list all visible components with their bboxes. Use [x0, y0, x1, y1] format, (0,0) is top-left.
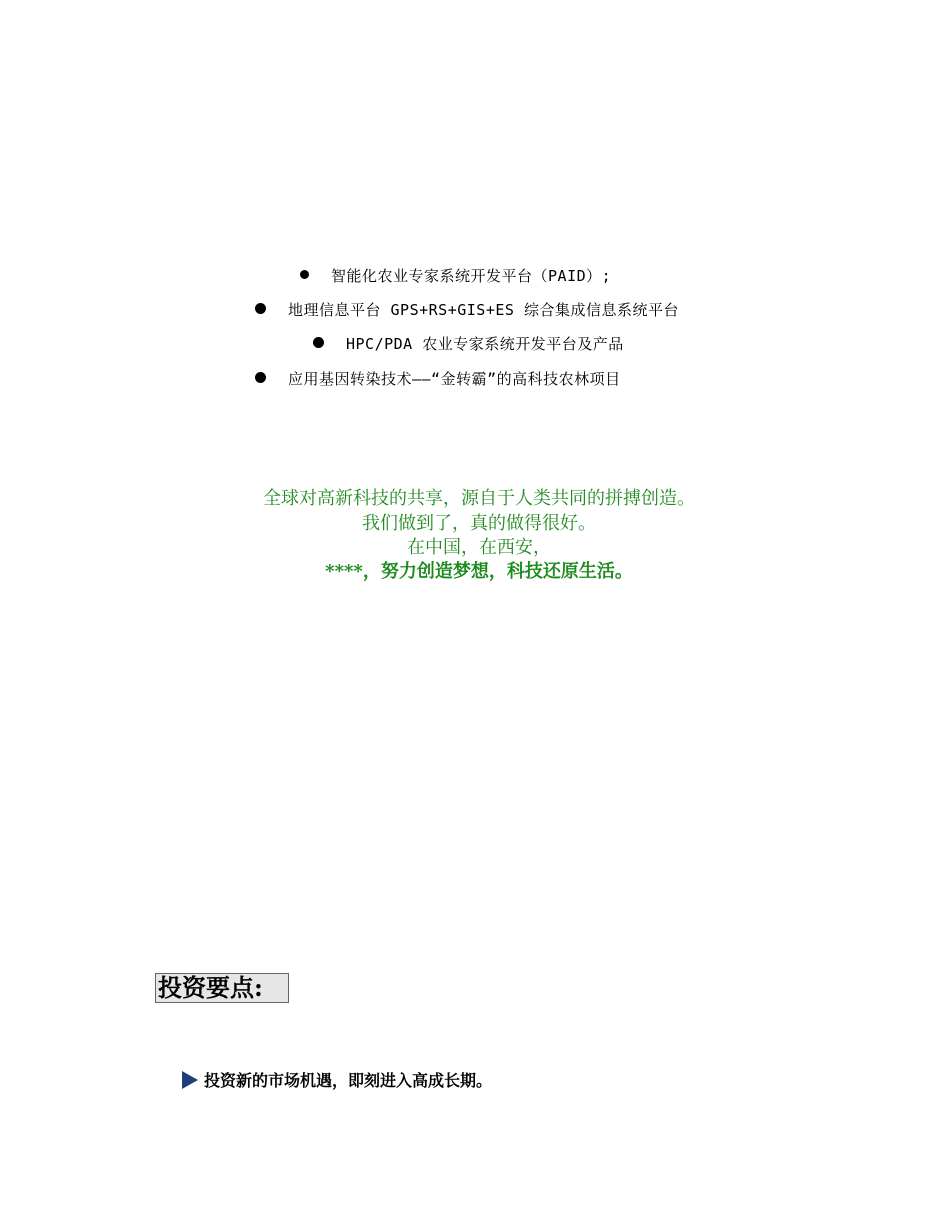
bullet-text: 应用基因转染技术——“金转霸”的高科技农林项目: [288, 370, 621, 388]
bullet-item-2: [255, 299, 679, 320]
bullet-text: 地理信息平台 GPS+RS+GIS+ES 综合集成信息系统平台: [288, 301, 679, 319]
bullet-dot-icon: [255, 303, 266, 314]
bullet-text: HPC/PDA 农业专家系统开发平台及产品: [346, 335, 624, 353]
bullet-dot-icon: [300, 270, 309, 279]
arrow-right-icon: [182, 1071, 198, 1089]
bullet-item-3: [313, 333, 624, 354]
section-heading: 投资要点:: [158, 973, 263, 1002]
slogan-line-2: 我们做到了，真的做得很好。: [362, 513, 596, 534]
investment-point: [182, 1068, 492, 1091]
investment-point-text: 投资新的市场机遇，即刻进入高成长期。: [204, 1071, 493, 1090]
bullet-dot-icon: [255, 372, 266, 383]
section-heading-box: [155, 973, 289, 1003]
bullet-item-1: [300, 265, 611, 286]
bullet-dot-icon: [313, 337, 324, 348]
bullet-text: 智能化农业专家系统开发平台（PAID）;: [331, 267, 612, 285]
bullet-item-4: [255, 368, 621, 389]
slogan-line-4: ****，努力创造梦想，科技还原生活。: [325, 561, 633, 582]
slogan-line-1: 全球对高新科技的共享，源自于人类共同的拼搏创造。: [263, 488, 695, 509]
slogan-line-3: 在中国，在西安，: [407, 537, 551, 558]
